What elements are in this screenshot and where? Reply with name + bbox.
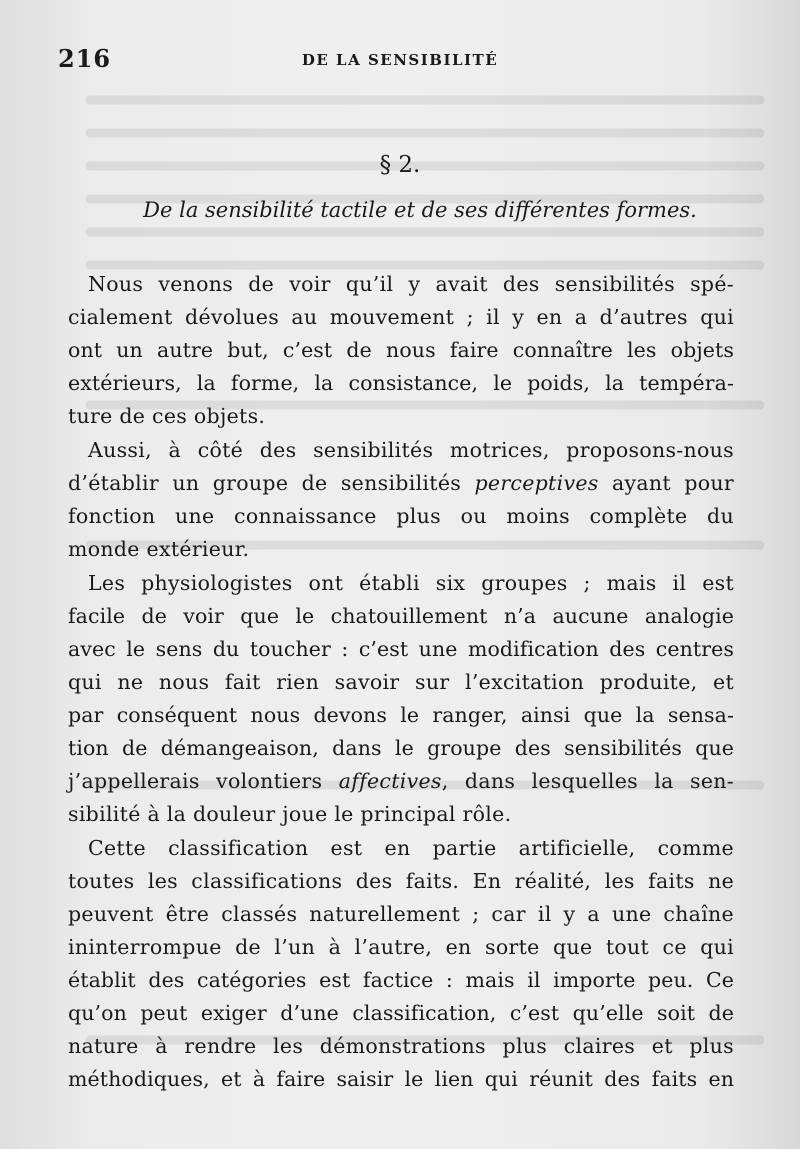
text-run: ayant pour (598, 471, 734, 495)
section-title: De la sensibilité tactile et de ses différentes formes. (143, 198, 697, 222)
text-run: , dans lesquelles la sen- (441, 769, 734, 793)
page-number: 216 (58, 44, 112, 73)
text-line: par conséquent nous devons le ranger, ainsi que la sensa- (68, 703, 734, 727)
text-line: extérieurs, la forme, la consistance, le poids, la tempéra- (68, 371, 734, 395)
text-line: ininterrompue de l’un à l’autre, en sorte que tout ce qui (68, 935, 734, 959)
text-line: qui ne nous fait rien savoir sur l’excitation produite, et (68, 670, 734, 694)
text-line: nature à rendre les démonstrations plus claires et plus (68, 1034, 734, 1058)
running-head: DE LA SENSIBILITÉ (301, 51, 499, 69)
text-line: établit des catégories est factice : mais il importe peu. Ce (68, 968, 734, 992)
text-line: peuvent être classés naturellement ; car il y a une chaîne (68, 902, 734, 926)
text-line: Cette classification est en partie artificielle, comme (88, 836, 734, 860)
text-line: Aussi, à côté des sensibilités motrices, proposons-nous (88, 438, 734, 462)
text-line: cialement dévolues au mouvement ; il y en a d’autres qui (68, 305, 734, 329)
text-run: j’appellerais volontiers (68, 769, 339, 793)
text-run: d’établir un groupe de sensibilités (68, 471, 475, 495)
text-line: monde extérieur. (68, 537, 250, 561)
section-number: § 2. (379, 152, 421, 178)
text-line: méthodiques, et à faire saisir le lien qui réunit des faits en (68, 1067, 734, 1091)
text-line: tion de démangeaison, dans le groupe des sensibilités que (68, 736, 734, 760)
text-line-with-emphasis (68, 769, 734, 793)
emphasis-affectives: affectives (338, 769, 442, 793)
text-line: facile de voir que le chatouillement n’a aucune analogie (68, 604, 734, 628)
text-line: fonction une connaissance plus ou moins complète du (68, 504, 734, 528)
text-line: qu’on peut exiger d’une classification, c’est qu’elle soit de (68, 1001, 734, 1025)
text-line: sibilité à la douleur joue le principal rôle. (68, 802, 512, 826)
emphasis-perceptives: perceptives (474, 471, 599, 495)
text-line: ture de ces objets. (68, 404, 266, 428)
text-line: toutes les classifications des faits. En réalité, les faits ne (68, 869, 734, 893)
text-line: Nous venons de voir qu’il y avait des sensibilités spé- (88, 272, 734, 296)
text-line: avec le sens du toucher : c’est une modification des centres (68, 637, 734, 661)
text-line: Les physiologistes ont établi six groupes ; mais il est (88, 571, 734, 595)
text-line-with-emphasis (68, 471, 734, 495)
text-line: ont un autre but, c’est de nous faire connaître les objets (68, 338, 734, 362)
